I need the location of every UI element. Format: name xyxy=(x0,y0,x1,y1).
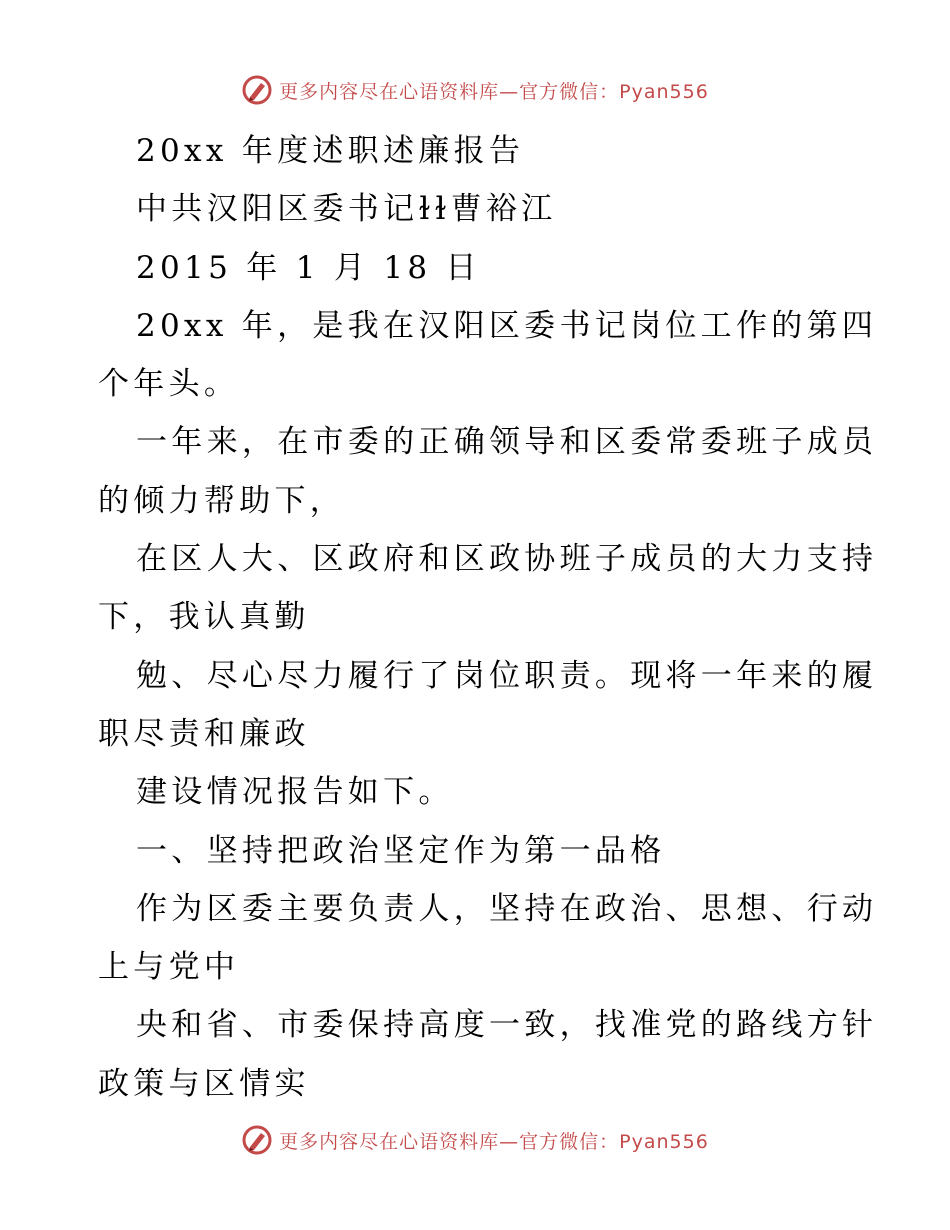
text-line: 央和省、市委保持高度一致，找准党的路线方针 xyxy=(136,1007,878,1044)
text-line: 勉、尽心尽力履行了岗位职责。现将一年来的履 xyxy=(136,657,878,694)
pen-seal-logo-icon xyxy=(241,74,273,106)
text-line: 20xx 年度述职述廉报告 xyxy=(136,133,525,169)
watermark-text: 更多内容尽在心语资料库—官方微信：Pyan556 xyxy=(279,1130,709,1153)
text-line: 建设情况报告如下。 xyxy=(136,774,454,811)
text-line: 下，我认真勤 xyxy=(98,599,310,636)
text-line: 20xx 年，是我在汉阳区委书记岗位工作的第四 xyxy=(136,307,878,344)
text-line: 一年来，在市委的正确领导和区委常委班子成员 xyxy=(136,424,878,461)
watermark-banner-bottom xyxy=(0,1120,950,1160)
text-line: 2015 年 1 月 18 日 xyxy=(136,249,481,286)
text-line: 职尽责和廉政 xyxy=(98,715,310,752)
watermark-banner-top xyxy=(0,70,950,110)
text-line: 作为区委主要负责人，坚持在政治、思想、行动 xyxy=(136,890,878,927)
text-line: 政策与区情实 xyxy=(98,1065,310,1102)
text-line: 一、坚持把政治坚定作为第一品格 xyxy=(136,832,666,869)
text-line: 在区人大、区政府和区政协班子成员的大力支持 xyxy=(136,541,878,578)
text-line: 上与党中 xyxy=(98,949,240,986)
text-line: 中共汉阳区委书记ɫɫ曹裕江 xyxy=(136,191,557,228)
pen-seal-logo-icon xyxy=(241,1124,273,1156)
watermark-text: 更多内容尽在心语资料库—官方微信：Pyan556 xyxy=(279,80,709,103)
text-line: 的倾力帮助下， xyxy=(98,482,346,519)
text-line: 个年头。 xyxy=(98,366,240,403)
document-body xyxy=(98,122,878,1113)
